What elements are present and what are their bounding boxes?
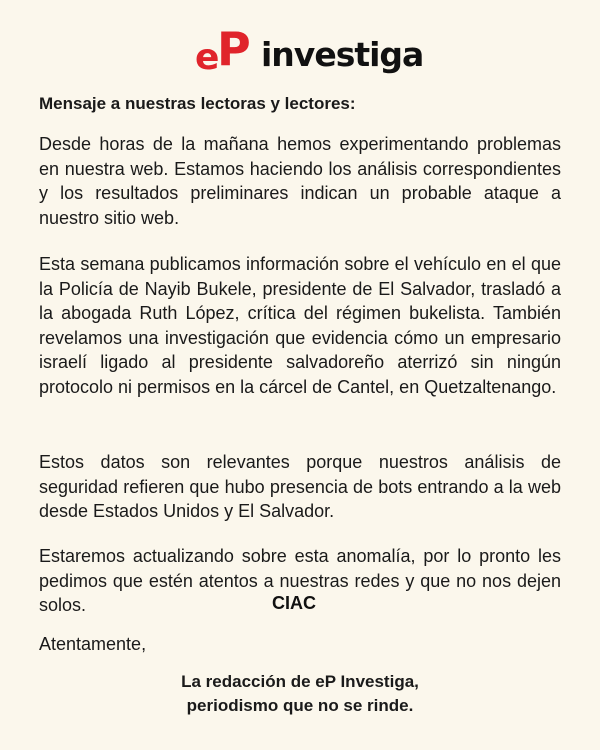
signature-block bbox=[100, 670, 500, 718]
paragraph-4: Estaremos actualizando sobre esta anomalía, por lo pronto les pedimos que estén atentos a nuestras redes y que no nos dejen solos. bbox=[39, 546, 561, 615]
closing-line: Atentamente, bbox=[39, 634, 147, 654]
ep-investiga-logo bbox=[195, 22, 424, 78]
logo-wordmark: investiga bbox=[261, 34, 424, 74]
logo-mark-e: e bbox=[195, 37, 218, 78]
signature-line-1: La redacción de eP Investiga, bbox=[181, 672, 419, 691]
logo-mark-p: P bbox=[217, 22, 251, 76]
ciac-label: CIAC bbox=[272, 593, 316, 613]
message-heading: Mensaje a nuestras lectoras y lectores: bbox=[39, 94, 356, 113]
paragraph-1: Desde horas de la mañana hemos experimentando problemas en nuestra web. Estamos haciendo los análisis correspondientes y los resultados preliminares indican un probable ataque a nuestro sitio web. bbox=[39, 134, 561, 228]
paragraph-2: Esta semana publicamos información sobre el vehículo en el que la Policía de Nayib Bukele, presidente de El Salvador, trasladó a la abogada Ruth López, crítica del régimen bukelista. También revelamos una investigación que evidencia cómo un empresario israelí ligado al presidente salvadoreño aterrizó sin ningún protocolo ni permisos en la cárcel de Cantel, en Quetzaltenango. bbox=[39, 254, 561, 397]
paragraph-3: Estos datos son relevantes porque nuestros análisis de seguridad refieren que hubo presencia de bots entrando a la web desde Estados Unidos y El Salvador. bbox=[39, 452, 561, 521]
ep-logo-mark bbox=[195, 22, 259, 78]
signature-line-2: periodismo que no se rinde. bbox=[186, 696, 414, 715]
